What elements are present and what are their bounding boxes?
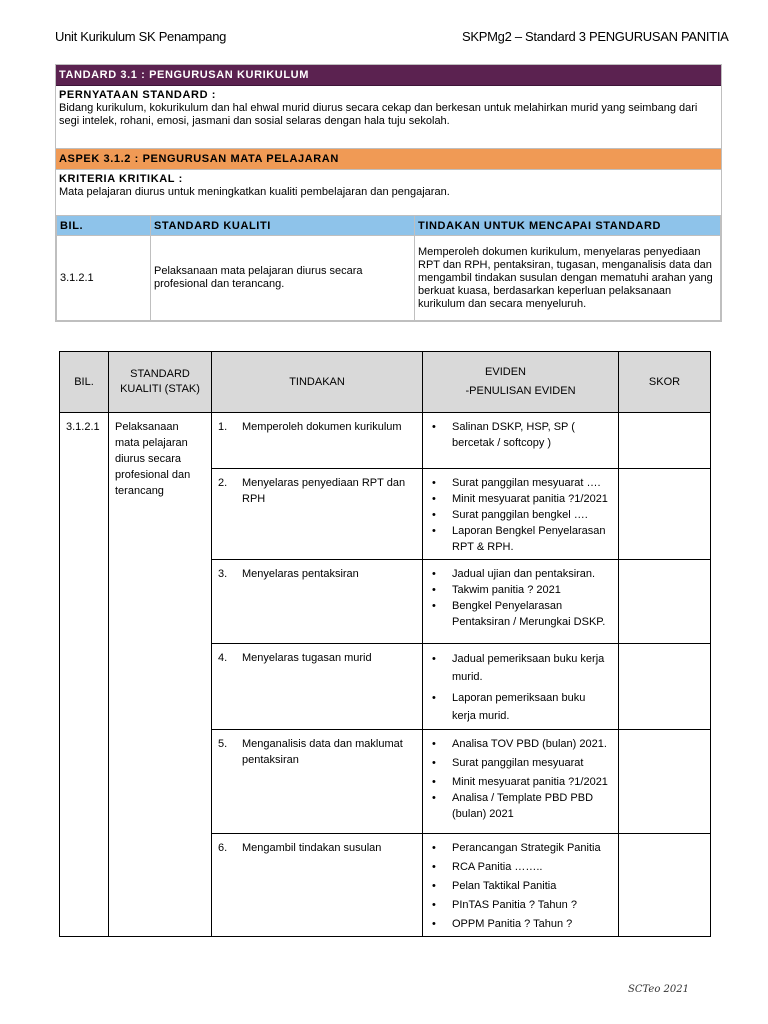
header-right-title: SKPMg2 – Standard 3 PENGURUSAN PANITIA bbox=[462, 29, 729, 44]
tindakan-5-num: 5. bbox=[218, 738, 228, 750]
evidence-table bbox=[59, 351, 711, 937]
th-eviden-line1: EVIDEN bbox=[485, 366, 526, 378]
tindakan-2 bbox=[212, 469, 423, 560]
row-standard: Pelaksanaan mata pelajaran diurus secara profesional dan terancang. bbox=[151, 236, 415, 321]
eviden-1-item-1: • Salinan DSKP, HSP, SP ( bercetak / softcopy ) bbox=[429, 419, 612, 451]
standard-table bbox=[56, 215, 721, 321]
col-bil: BIL. bbox=[57, 216, 151, 236]
pernyataan-label: PERNYATAAN STANDARD : bbox=[59, 89, 217, 101]
skor-4 bbox=[619, 644, 711, 730]
eviden-3-item-2: • Takwim panitia ? 2021 bbox=[429, 582, 612, 598]
th-skor: SKOR bbox=[619, 352, 711, 413]
row-tindakan: Memperoleh dokumen kurikulum, menyelaras penyediaan RPT dan RPH, pentaksiran, tugasan, menganalisis data dan mengambil tindakan susulan dengan mematuhi arahan yang berkuat kuasa, berdasarkan keperluan pelaksanaan kurikulum dan secara menyeluruh. bbox=[415, 236, 721, 321]
eviden-6-item-5: • OPPM Panitia ? Tahun ? bbox=[429, 916, 612, 932]
kriteria-label: KRITERIA KRITIKAL : bbox=[59, 173, 183, 185]
eviden-6-item-1: • Perancangan Strategik Panitia bbox=[429, 840, 612, 856]
th-eviden-line2: -PENULISAN EVIDEN bbox=[465, 385, 576, 397]
eviden-2 bbox=[423, 469, 619, 560]
skor-1 bbox=[619, 413, 711, 469]
tindakan-3-text: Menyelaras pentaksiran bbox=[242, 568, 359, 580]
header-left-title: Unit Kurikulum SK Penampang bbox=[55, 29, 227, 44]
tindakan-6 bbox=[212, 834, 423, 937]
th-tindakan: TINDAKAN bbox=[212, 352, 423, 413]
skor-6 bbox=[619, 834, 711, 937]
tindakan-1-num: 1. bbox=[218, 421, 228, 433]
tindakan-2-num: 2. bbox=[218, 477, 228, 489]
cell-bil: 3.1.2.1 bbox=[60, 413, 109, 937]
eviden-4-item-2: • Laporan pemeriksaan buku kerja murid. bbox=[429, 689, 612, 725]
tindakan-5 bbox=[212, 730, 423, 834]
tindakan-4-text: Menyelaras tugasan murid bbox=[242, 652, 372, 664]
signature: SCTeo 2021 bbox=[628, 984, 689, 995]
tindakan-5-text: Menganalisis data dan maklumat pentaksiran bbox=[242, 738, 403, 766]
eviden-6-item-3: • Pelan Taktikal Panitia bbox=[429, 878, 612, 894]
eviden-5-item-1: • Analisa TOV PBD (bulan) 2021. bbox=[429, 736, 612, 752]
eviden-6 bbox=[423, 834, 619, 937]
standard-title: TANDARD 3.1 : PENGURUSAN KURIKULUM bbox=[56, 65, 721, 86]
eviden-3-item-3: • Bengkel Penyelarasan Pentaksiran / Merungkai DSKP. bbox=[429, 598, 612, 630]
th-eviden bbox=[423, 352, 619, 413]
tindakan-2-text: Menyelaras penyediaan RPT dan RPH bbox=[242, 477, 406, 505]
eviden-2-item-1: • Surat panggilan mesyuarat …. bbox=[429, 475, 612, 491]
col-standard-kualiti: STANDARD KUALITI bbox=[151, 216, 415, 236]
pernyataan-text: Bidang kurikulum, kokurikulum dan hal ehwal murid diurus secara cekap dan berkesan untuk melahirkan murid yang seimbang dari segi intelek, rohani, emosi, jasmani dan sosial selaras dengan hala tuju sekolah. bbox=[59, 102, 698, 127]
tindakan-6-text: Mengambil tindakan susulan bbox=[242, 842, 382, 854]
eviden-1 bbox=[423, 413, 619, 469]
aspek-title: ASPEK 3.1.2 : PENGURUSAN MATA PELAJARAN bbox=[56, 148, 721, 170]
th-bil: BIL. bbox=[60, 352, 109, 413]
skor-2 bbox=[619, 469, 711, 560]
col-tindakan: TINDAKAN UNTUK MENCAPAI STANDARD bbox=[415, 216, 721, 236]
pernyataan-section bbox=[56, 86, 721, 148]
eviden-4 bbox=[423, 644, 619, 730]
tindakan-3-num: 3. bbox=[218, 568, 228, 580]
eviden-5-item-3: • Minit mesyuarat panitia ?1/2021 bbox=[429, 774, 612, 790]
standard-box bbox=[55, 64, 722, 322]
eviden-3-item-1: • Jadual ujian dan pentaksiran. bbox=[429, 566, 612, 582]
skor-3 bbox=[619, 560, 711, 644]
th-standard-label: STANDARD KUALITI (STAK) bbox=[120, 368, 200, 395]
eviden-2-item-2: • Minit mesyuarat panitia ?1/2021 bbox=[429, 491, 612, 507]
row-bil: 3.1.2.1 bbox=[57, 236, 151, 321]
eviden-2-item-3: • Surat panggilan bengkel …. bbox=[429, 507, 612, 523]
eviden-3 bbox=[423, 560, 619, 644]
eviden-6-item-2: • RCA Panitia …….. bbox=[429, 859, 612, 875]
tindakan-4 bbox=[212, 644, 423, 730]
cell-standard: Pelaksanaan mata pelajaran diurus secara profesional dan terancang bbox=[109, 413, 212, 937]
tindakan-3 bbox=[212, 560, 423, 644]
eviden-6-item-4: • PInTAS Panitia ? Tahun ? bbox=[429, 897, 612, 913]
kriteria-section bbox=[56, 170, 721, 215]
skor-5 bbox=[619, 730, 711, 834]
tindakan-6-num: 6. bbox=[218, 842, 228, 854]
eviden-2-item-4: • Laporan Bengkel Penyelarasan RPT & RPH. bbox=[429, 523, 612, 555]
tindakan-1 bbox=[212, 413, 423, 469]
th-standard bbox=[109, 352, 212, 413]
tindakan-1-text: Memperoleh dokumen kurikulum bbox=[242, 421, 402, 433]
kriteria-text: Mata pelajaran diurus untuk meningkatkan kualiti pembelajaran dan pengajaran. bbox=[59, 186, 450, 198]
eviden-4-item-1: • Jadual pemeriksaan buku kerja murid. bbox=[429, 650, 612, 686]
eviden-5-item-2: • Surat panggilan mesyuarat bbox=[429, 755, 612, 771]
tindakan-4-num: 4. bbox=[218, 652, 228, 664]
eviden-5 bbox=[423, 730, 619, 834]
eviden-5-item-4: • Analisa / Template PBD PBD (bulan) 2021 bbox=[429, 790, 612, 822]
